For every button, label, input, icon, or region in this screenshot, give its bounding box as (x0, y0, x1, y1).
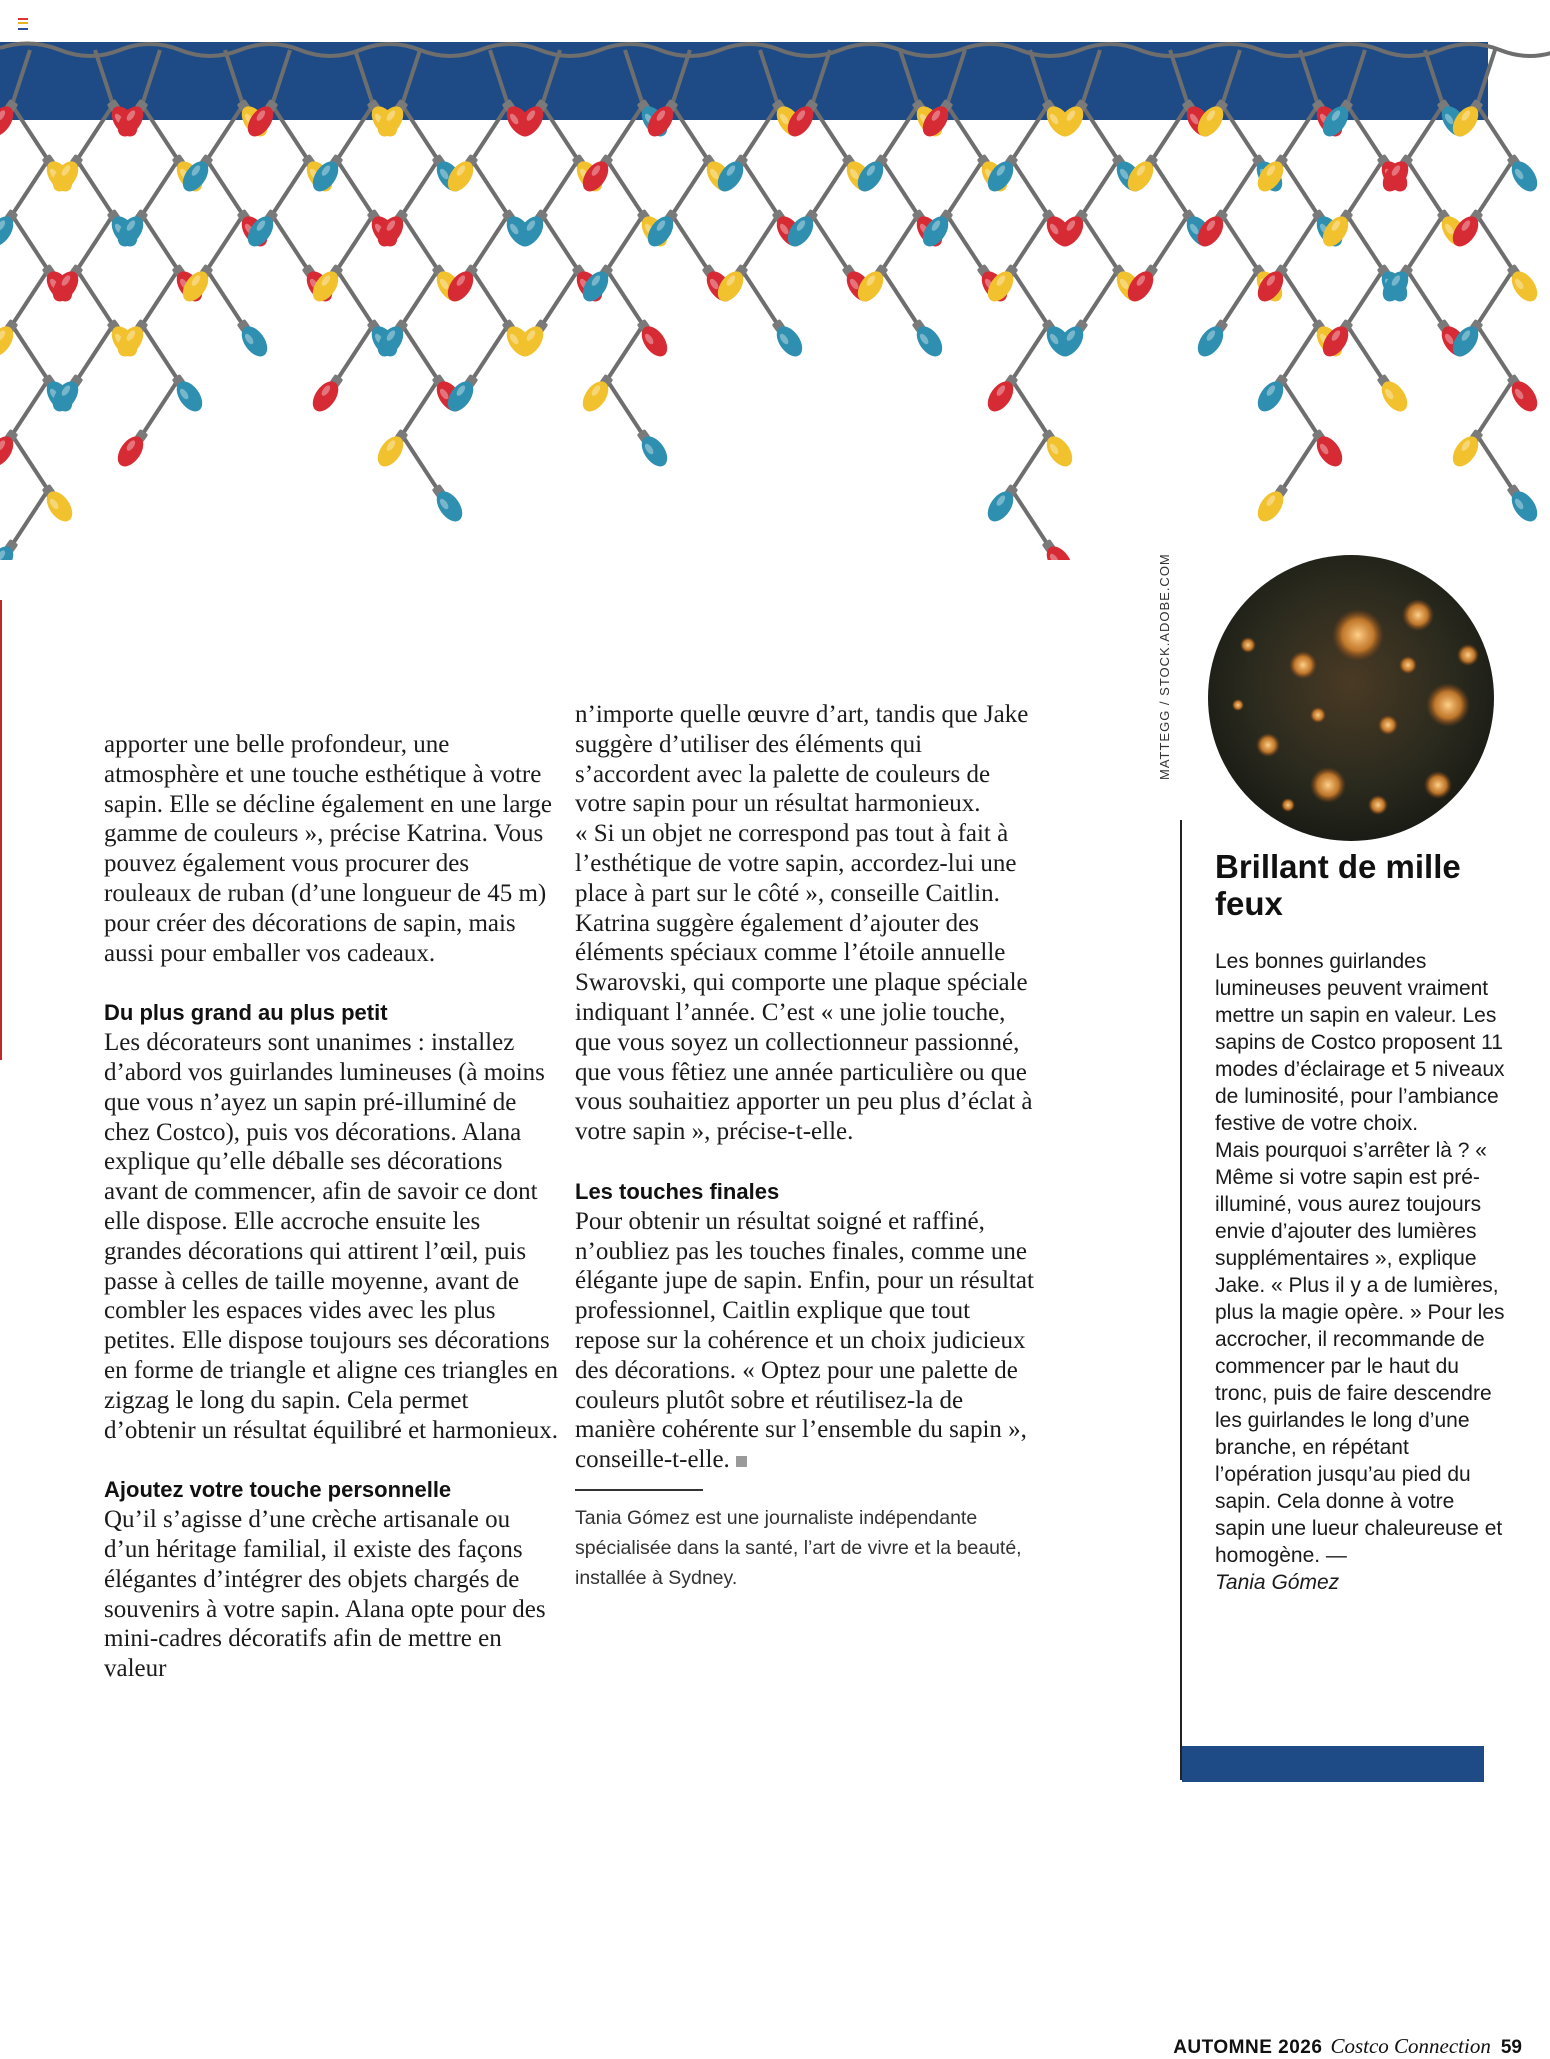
light-bulb (0, 536, 22, 560)
light-bulb (1503, 371, 1543, 416)
light-bulb (1503, 151, 1543, 196)
light-bulb (578, 371, 618, 416)
light-bulb (113, 426, 153, 471)
sidebar-signature: Tania Gómez (1215, 1571, 1340, 1594)
light-bulb (908, 316, 948, 361)
article-paragraph: n’importe quelle œuvre d’art, tandis que Jake suggère d’utiliser des éléments qui s’accordent avec la palette de couleurs de votre sapin pour un résultat harmonieux. (575, 701, 1029, 818)
bokeh-spot (1424, 771, 1452, 799)
article-paragraph (575, 1207, 1035, 1475)
article-paragraph: « Si un objet ne correspond pas tout à fait à l’esthétique de votre sapin, accordez-lui une place à part sur le côté », conseille Caitlin. (575, 820, 1017, 907)
sidebar-title: Brillant de mille feux (1215, 848, 1461, 922)
light-bulb (168, 371, 208, 416)
light-bulb (983, 481, 1023, 526)
article-paragraph: Les décorateurs sont unanimes : installez d’abord vos guirlandes lumineuses (à moins que vous n’ayez un sapin pré-illuminé de chez Costco), puis vos décorations. Alana explique qu’elle déballe ses décorations avant de commencer, afin de savoir ce dont elle dispose. Elle accroche ensuite les grandes décorations qui attirent l’œil, puis passe à celles de taille moyenne, avant de combler les espaces vides avec les plus petites. Elle dispose toujours ses décorations en forme de triangle et aligne ces triangles en zigzag le long du sapin. Cela permet d’obtenir un résultat équilibré et harmonieux. (104, 1029, 559, 1444)
article-final-text: Pour obtenir un résultat soigné et raffiné, n’oubliez pas les touches finales, comme une élégante jupe de sapin. Enfin, pour un résultat professionnel, Caitlin explique que tout repose sur la cohérence et un choix judicieux des décorations. « Optez pour une palette de couleurs plutôt sobre et réutilisez-la de manière cohérente sur l’ensemble du sapin », conseille-t-elle. (575, 1207, 1034, 1474)
light-bulb (38, 481, 78, 526)
bokeh-lights-photo (1208, 555, 1494, 841)
bokeh-spot (1457, 644, 1479, 666)
bio-divider (575, 1489, 703, 1491)
article-paragraph: Katrina suggère également d’ajouter des éléments spéciaux comme l’étoile annuelle Swarovski, qui comporte une plaque spéciale indiquant l’année. C’est « une jolie touche, que vous soyez un collectionneur passionné, que vous fêtiez une année particulière ou que vous souhaitiez apporter un peu plus d’éclat à votre sapin », précise-t-elle. (575, 909, 1033, 1146)
bokeh-spot (1426, 683, 1470, 727)
section-heading: Du plus grand au plus petit (104, 1000, 388, 1026)
light-bulb (1253, 371, 1293, 416)
bokeh-spot (1256, 733, 1280, 757)
string-lights-header (0, 0, 1550, 560)
article-column-2 (575, 700, 1035, 1593)
page-footer (1173, 2034, 1522, 2059)
sidebar-divider (1180, 820, 1182, 1780)
bokeh-spot (1289, 651, 1317, 679)
light-bulb (633, 426, 673, 471)
bokeh-spot (1310, 707, 1326, 723)
bokeh-spot (1310, 767, 1346, 803)
light-bulb (308, 371, 348, 416)
sidebar-body (1215, 948, 1505, 1596)
photo-credit: MATTEGG / STOCK.ADOBE.COM (1157, 553, 1172, 780)
light-bulb (1503, 481, 1543, 526)
light-bulb (1253, 481, 1293, 526)
bokeh-spot (1240, 637, 1256, 653)
string-lights-illustration (0, 0, 1550, 560)
light-bulb (1448, 426, 1488, 471)
left-accent-rule (0, 600, 2, 1060)
sidebar-footer-bar (1182, 1746, 1484, 1782)
light-bulb (428, 481, 468, 526)
footer-season: AUTOMNE 2026 (1173, 2037, 1323, 2058)
bokeh-spot (1281, 798, 1295, 812)
light-bulb (1308, 426, 1348, 471)
page-number: 59 (1500, 2037, 1522, 2058)
bokeh-spot (1402, 599, 1434, 631)
light-bulb (1373, 371, 1413, 416)
article-column-1 (104, 730, 559, 1684)
sidebar-paragraph: Les bonnes guirlandes lumineuses peuvent vraiment mettre un sapin en valeur. Les sapins de Costco proposent 11 modes d’éclairage et 5 niveaux de luminosité, pour l’ambiance festive de votre choix. (1215, 950, 1505, 1135)
light-bulb (373, 426, 413, 471)
section-heading: Les touches finales (575, 1178, 780, 1204)
bokeh-spot (1378, 715, 1398, 735)
sidebar-paragraph: Mais pourquoi s’arrêter là ? « Même si votre sapin est pré-illuminé, vous aurez toujours envie d’ajouter des lumières supplémentaires », explique Jake. « Plus il y a de lumières, plus la magie opère. » Pour les accrocher, il recommande de commencer par le haut du tronc, puis de faire descendre les guirlandes le long d’une branche, en répétant l’opération jusqu’au pied du sapin. Cela donne à votre sapin une lueur chaleureuse et homogène. — (1215, 1139, 1505, 1567)
bokeh-spot (1368, 795, 1388, 815)
end-square-icon (736, 1456, 747, 1467)
light-bulb (633, 316, 673, 361)
article-paragraph: apporter une belle profondeur, une atmosphère et une touche esthétique à votre sapin. Elle se décline également en une large gamme de couleurs », précise Katrina. Vous pouvez également vous procurer des rouleaux de ruban (d’une longueur de 45 m) pour créer des décorations de sapin, mais aussi pour emballer vos cadeaux. (104, 731, 552, 967)
light-bulb (1503, 261, 1543, 306)
bokeh-spot (1332, 609, 1384, 661)
author-bio: Tania Gómez est une journaliste indépendante spécialisée dans la santé, l’art de vivre et la beauté, installée à Sydney. (575, 1506, 1022, 1589)
light-bulb (768, 316, 808, 361)
section-heading: Ajoutez votre touche personnelle (104, 1477, 452, 1503)
article-paragraph: Qu’il s’agisse d’une crèche artisanale ou d’un héritage familial, il existe des façons élégantes d’intégrer des objets chargés de souvenirs à votre sapin. Alana opte pour des mini-cadres décoratifs afin de mettre en valeur (104, 1506, 546, 1683)
bokeh-spot (1232, 699, 1244, 711)
light-bulb (1193, 316, 1233, 361)
light-bulb (233, 316, 273, 361)
footer-magazine: Costco Connection (1330, 2034, 1491, 2058)
light-bulb (1038, 426, 1078, 471)
light-bulb (983, 371, 1023, 416)
bokeh-spot (1399, 656, 1417, 674)
